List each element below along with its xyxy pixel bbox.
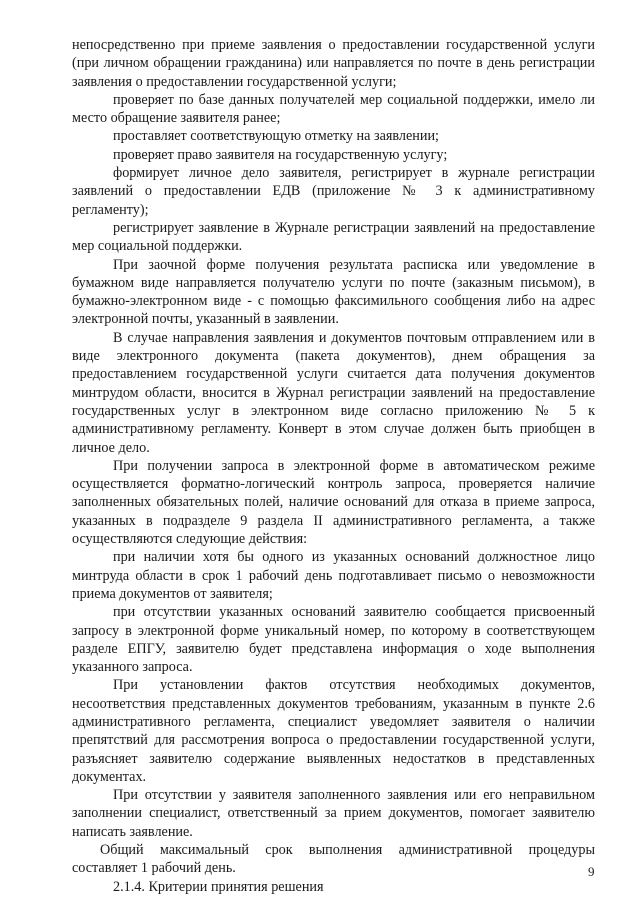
paragraph: При установлении фактов отсутствия необходимых документов, несоответствия представленных документов требованиям, указанным в пункте 2.6 административного регламента, специалист уведомляет заявителя о наличии препятствий для рассмотрения вопроса о предоставлении государственной услуги, разъясняет заявителю содержание выявленных недостатков в представленных документах. (72, 677, 595, 785)
paragraph: проставляет соответствующую отметку на заявлении; (113, 128, 439, 145)
page-number: 9 (588, 864, 595, 879)
paragraph: проверяет по базе данных получателей мер социальной поддержки, имело ли место обращение заявителя ранее; (72, 91, 595, 127)
paragraph: При отсутствии у заявителя заполненного заявления или его неправильном заполнении специалист, ответственный за прием документов, помогает заявителю написать заявление. (72, 787, 595, 840)
paragraph: при наличии хотя бы одного из указанных оснований должностное лицо минтруда области в срок 1 рабочий день подготавливает письмо о невозможности приема документов от заявителя; (72, 549, 595, 602)
paragraph: При заочной форме получения результата расписка или уведомление в бумажном виде направляется получателю услуги по почте (заказным письмом), в бумажно-электронном виде - с помощью факсимильного сообщения либо на адрес электронной почты, указанный в заявлении. (72, 256, 595, 328)
paragraph: При получении запроса в электронной форме в автоматическом режиме осуществляется форматно-логический контроль запроса, проверяется наличие заполненных обязательных полей, наличие оснований для отказа в приеме запроса, указанных в подразделе 9 раздела II административного регламента, а также осуществляются следующие действия: (72, 457, 595, 548)
paragraph: Общий максимальный срок выполнения административной процедуры составляет 1 рабочий день. (72, 842, 595, 877)
paragraph: проверяет право заявителя на государственную услугу; (113, 146, 448, 163)
paragraph: регистрирует заявление в Журнале регистрации заявлений на предоставление мер социальной поддержки. (72, 219, 595, 255)
paragraph: непосредственно при приеме заявления о предоставлении государственной услуги (при личном обращении гражданина) или направляется по почте в день регистрации заявления о предоставлении государственной услуги; (72, 37, 595, 90)
paragraph: при отсутствии указанных оснований заявителю сообщается присвоенный запросу в электронной форме уникальный номер, по которому в соответствующем разделе ЕПГУ, заявителю будет представлена информация о ходе выполнения указанного запроса. (72, 604, 595, 676)
paragraph: В случае направления заявления и документов почтовым отправлением или в виде электронного документа (пакета документов), днем обращения за предоставлением государственной услуги считается дата получения документов минтрудом области, вносится в Журнал регистрации заявлений на предоставление государственных услуг в электронном виде согласно приложению № 5 к административному регламенту. Конверт в этом случае должен быть приобщен в личное дело. (72, 329, 595, 456)
paragraph: формирует личное дело заявителя, регистрирует в журнале регистрации заявлений о предоставлении ЕДВ (приложение № 3 к административному регламенту); (72, 165, 595, 218)
section-heading: 2.1.4. Критерии принятия решения (113, 878, 324, 895)
document-body (72, 36, 595, 896)
